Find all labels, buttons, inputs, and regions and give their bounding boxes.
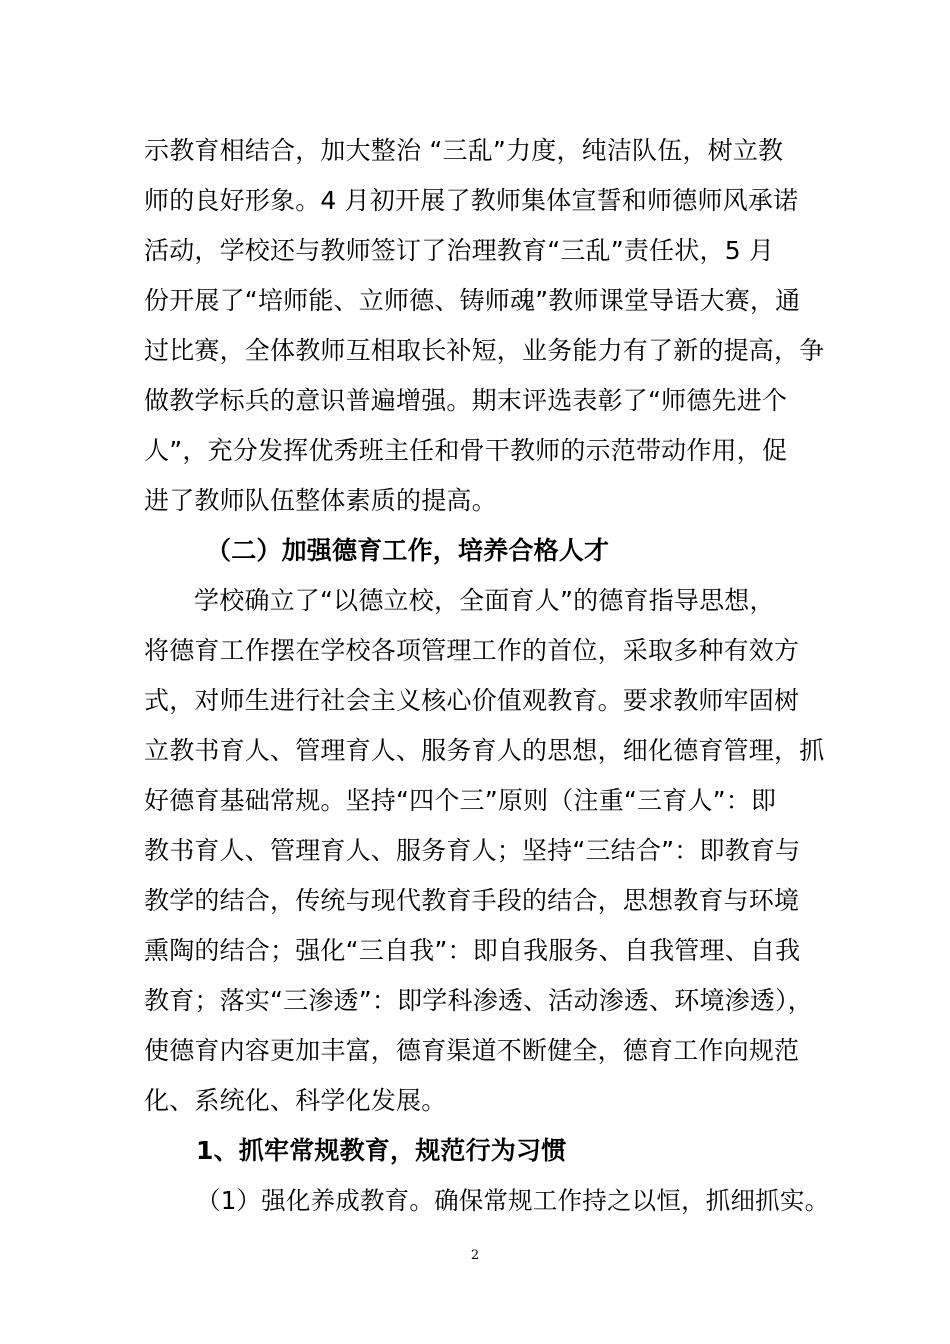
- paragraph-line: 过比赛，全体教师互相取长补短，业务能力有了新的提高，争: [144, 336, 824, 365]
- paragraph-line: 进了教师队伍整体素质的提高。: [144, 486, 497, 515]
- paragraph-line: 做教学标兵的意识普遍增强。期末评选表彰了“师德先进个: [144, 386, 788, 415]
- paragraph-line: 熏陶的结合；强化“三自我”：即自我服务、自我管理、自我: [144, 936, 801, 965]
- paragraph-line: 师的良好形象。4 月初开展了教师集体宣誓和师德师风承诺: [144, 186, 799, 215]
- paragraph-line: 人”，充分发挥优秀班主任和骨干教师的示范带动作用，促: [144, 436, 788, 465]
- paragraph-line: 将德育工作摆在学校各项管理工作的首位，采取多种有效方: [144, 636, 800, 665]
- paragraph-line: 使德育内容更加丰富，德育渠道不断健全，德育工作向规范: [144, 1036, 800, 1065]
- paragraph-line: 示教育相结合，加大整治 “三乱”力度，纯洁队伍，树立教: [144, 136, 784, 165]
- paragraph-line: 活动，学校还与教师签订了治理教育“三乱”责任状，5 月: [144, 236, 775, 265]
- paragraph-line: 式，对师生进行社会主义核心价值观教育。要求教师牢固树: [144, 686, 800, 715]
- section-heading: （二）加强德育工作，培养合格人才: [206, 536, 610, 565]
- paragraph-line: 教育；落实“三渗透”：即学科渗透、活动渗透、环境渗透），: [144, 986, 814, 1015]
- paragraph-line: 教学的结合，传统与现代教育手段的结合，思想教育与环境: [144, 886, 800, 915]
- subsection-heading: 1、抓牢常规教育，规范行为习惯: [196, 1136, 567, 1165]
- paragraph-line: 好德育基础常规。坚持“四个三”原则（注重“三育人”：即: [144, 786, 777, 815]
- paragraph-line: 立教书育人、管理育人、服务育人的思想，细化德育管理，抓: [144, 736, 824, 765]
- paragraph-line: 教书育人、管理育人、服务育人；坚持“三结合”：即教育与: [144, 836, 801, 865]
- paragraph-line: （1）强化养成教育。确保常规工作持之以恒，抓细抓实。: [196, 1186, 830, 1215]
- paragraph-line: 化、系统化、科学化发展。: [144, 1086, 447, 1115]
- page-number: 2: [470, 1248, 480, 1263]
- paragraph-line: 份开展了“培师能、立师德、铸师魂”教师课堂导语大赛，通: [144, 286, 801, 315]
- paragraph-line: 学校确立了“以德立校，全面育人”的德育指导思想，: [194, 586, 775, 615]
